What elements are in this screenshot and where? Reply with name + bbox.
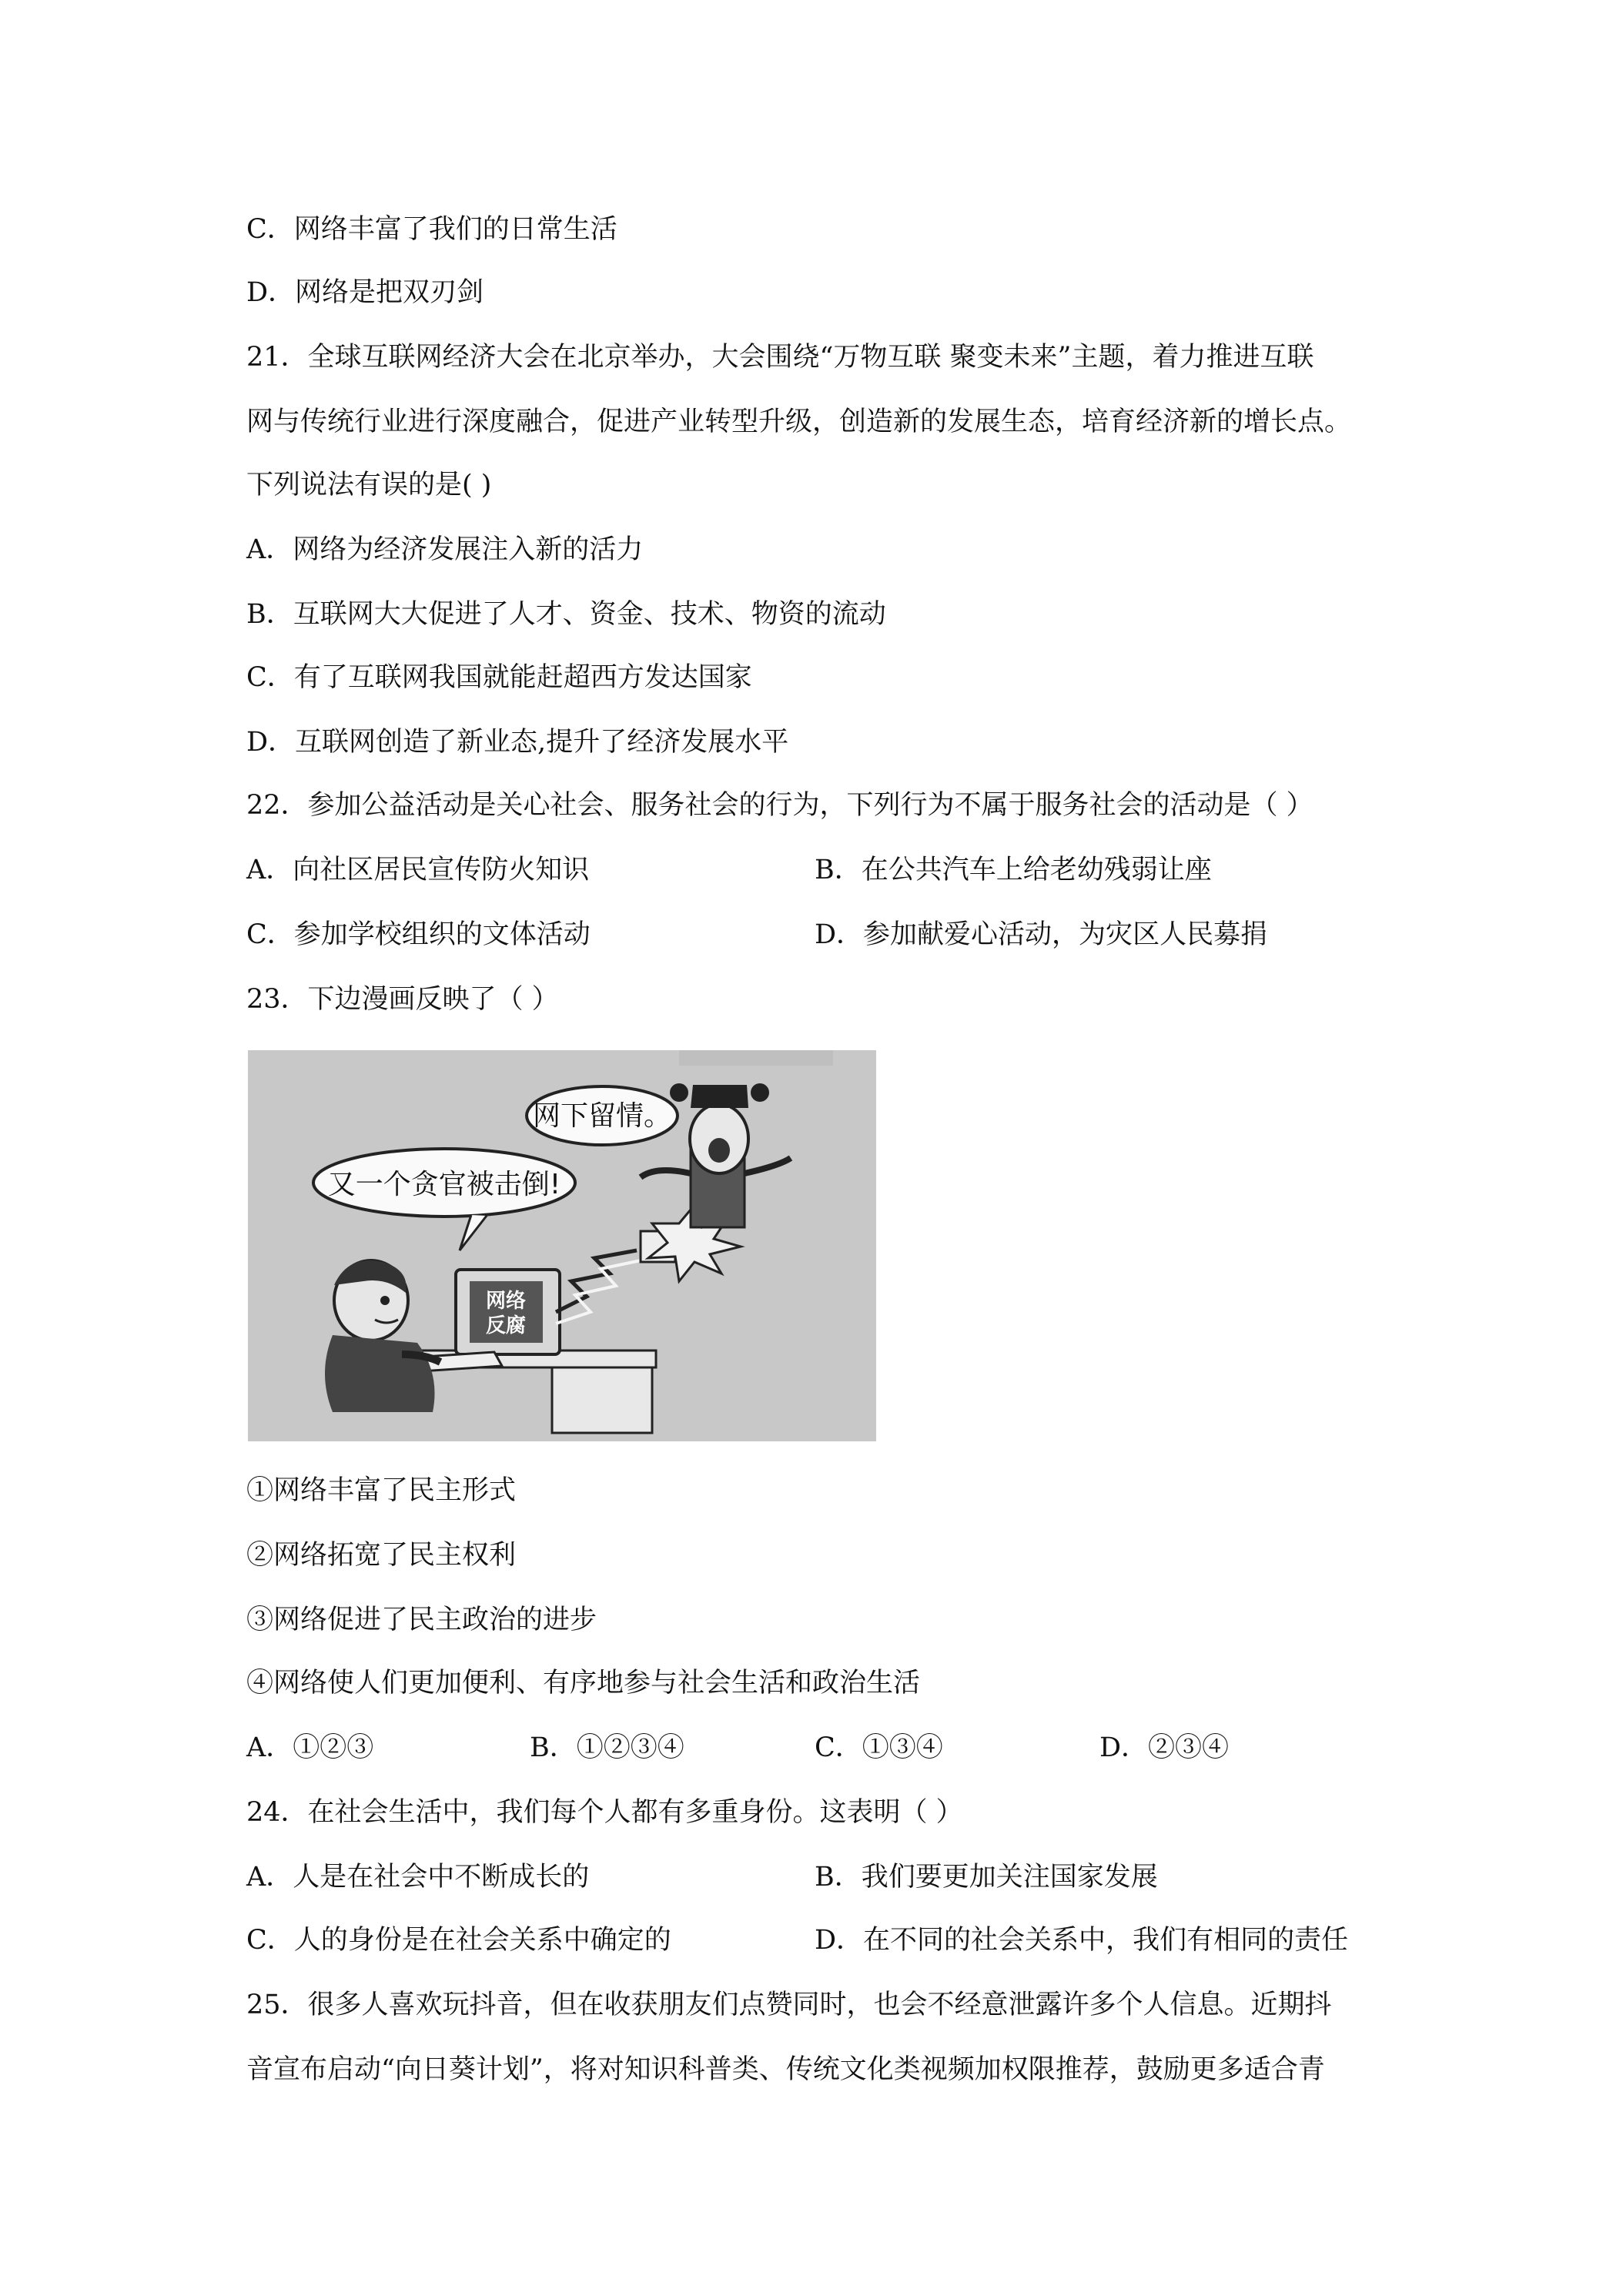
q25-stem-line-1: 25．很多人喜欢玩抖音，但在收获朋友们点赞同时，也会不经意泄露许多个人信息。近期抖	[246, 1990, 1332, 2020]
speech-bubble-left-text: 又一个贪官被击倒!	[327, 1169, 561, 1200]
q23-option-d: D．②③④	[1099, 1732, 1230, 1763]
q21-stem-line-1: 21．全球互联网经济大会在北京举办，大会围绕“万物互联 聚变未来”主题，着力推进互联	[246, 342, 1314, 373]
q21-option-d: D．互联网创造了新业态,提升了经济发展水平	[246, 727, 789, 758]
q24-option-a: A．人是在社会中不断成长的	[246, 1862, 590, 1893]
cartoon-image	[248, 1050, 876, 1441]
q23-statement-3: ③网络促进了民主政治的进步	[246, 1605, 597, 1635]
q21-option-c: C．有了互联网我国就能赶超西方发达国家	[246, 662, 752, 693]
screen-text-line-2: 反腐	[485, 1314, 527, 1337]
q20-option-d: D．网络是把双刃剑	[246, 277, 484, 308]
q21-stem-line-2: 网与传统行业进行深度融合，促进产业转型升级，创造新的发展生态，培育经济新的增长点。	[246, 407, 1352, 437]
speech-bubble-right-text: 网下留情。	[532, 1100, 672, 1132]
q23-statement-4: ④网络使人们更加便利、有序地参与社会生活和政治生活	[246, 1668, 921, 1699]
q25-stem-line-2: 音宣布启动“向日葵计划”，将对知识科普类、传统文化类视频加权限推荐，鼓励更多适合青	[246, 2054, 1325, 2085]
q22-option-c: C．参加学校组织的文体活动	[246, 919, 591, 950]
screen-text-line-1: 网络	[485, 1290, 527, 1313]
q22-stem: 22．参加公益活动是关心社会、服务社会的行为，下列行为不属于服务社会的活动是（ ）	[246, 790, 1313, 821]
q23-stem: 23．下边漫画反映了（ ）	[246, 984, 559, 1015]
q21-option-a: A．网络为经济发展注入新的活力	[246, 534, 644, 565]
q24-option-d: D．在不同的社会关系中，我们有相同的责任	[815, 1925, 1349, 1956]
q24-option-b: B．我们要更加关注国家发展	[815, 1862, 1158, 1893]
q24-stem: 24．在社会生活中，我们每个人都有多重身份。这表明（ ）	[246, 1797, 963, 1828]
q21-stem-line-3: 下列说法有误的是( )	[246, 470, 492, 500]
q23-statement-1: ①网络丰富了民主形式	[246, 1475, 517, 1506]
q22-option-a: A．向社区居民宣传防火知识	[246, 855, 590, 885]
q23-option-a: A．①②③	[246, 1732, 374, 1763]
q22-option-d: D．参加献爱心活动，为灾区人民募捐	[815, 919, 1268, 950]
q23-statement-2: ②网络拓宽了民主权利	[246, 1540, 517, 1571]
q24-option-c: C．人的身份是在社会关系中确定的	[246, 1925, 671, 1956]
q22-option-b: B．在公共汽车上给老幼残弱让座	[815, 855, 1212, 885]
q21-option-b: B．互联网大大促进了人才、资金、技术、物资的流动	[246, 599, 886, 630]
q20-option-c: C．网络丰富了我们的日常生活	[246, 214, 617, 245]
q23-option-b: B．①②③④	[530, 1732, 684, 1763]
q23-option-c: C．①③④	[815, 1732, 943, 1763]
cartoon-drawing	[248, 1050, 876, 1441]
